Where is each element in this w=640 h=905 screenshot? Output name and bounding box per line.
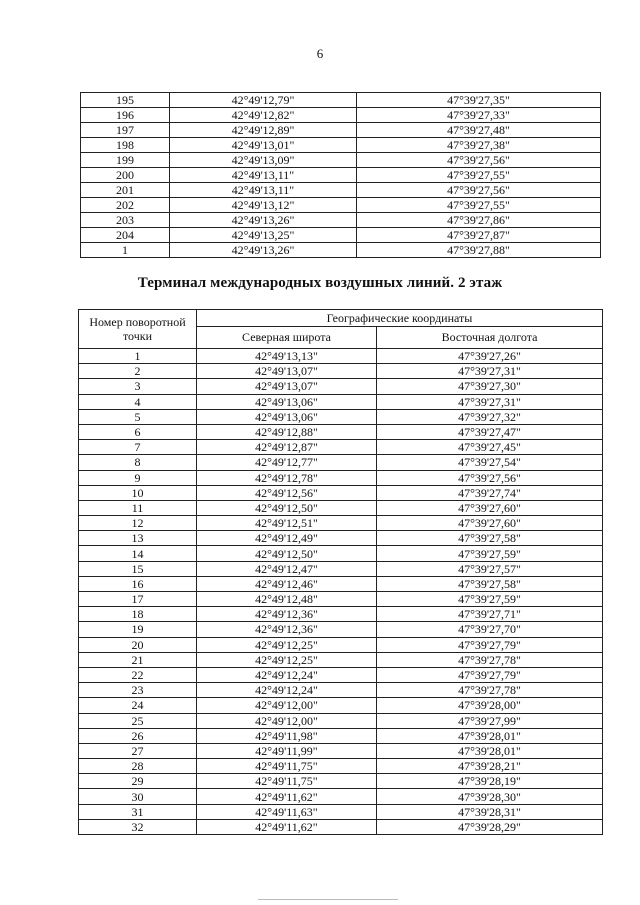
header-north-latitude: Северная широта [197, 326, 377, 348]
table-row [79, 424, 603, 439]
longitude-cell: 47°39'27,59" [377, 592, 603, 607]
point-number-cell: 195 [81, 93, 170, 108]
section-heading: Терминал международных воздушных линий. 2 этаж [137, 275, 503, 291]
latitude-cell: 42°49'12,25" [197, 637, 377, 652]
latitude-cell: 42°49'13,01" [170, 138, 357, 153]
longitude-cell: 47°39'28,01" [377, 728, 603, 743]
point-number-cell: 2 [79, 364, 197, 379]
point-number-cell: 22 [79, 667, 197, 682]
point-number-cell: 10 [79, 485, 197, 500]
longitude-cell: 47°39'27,88" [357, 243, 601, 258]
latitude-cell: 42°49'12,46" [197, 576, 377, 591]
latitude-cell: 42°49'12,36" [197, 607, 377, 622]
point-number-cell: 31 [79, 804, 197, 819]
longitude-cell: 47°39'27,78" [377, 683, 603, 698]
table-row [79, 728, 603, 743]
longitude-cell: 47°39'27,55" [357, 168, 601, 183]
table-row [79, 713, 603, 728]
point-number-cell: 29 [79, 774, 197, 789]
table-row [79, 804, 603, 819]
table-row [79, 561, 603, 576]
latitude-cell: 42°49'12,89" [170, 123, 357, 138]
point-number-cell: 25 [79, 713, 197, 728]
latitude-cell: 42°49'11,62" [197, 819, 377, 834]
latitude-cell: 42°49'13,11" [170, 183, 357, 198]
latitude-cell: 42°49'12,79" [170, 93, 357, 108]
table-row [79, 683, 603, 698]
point-number-cell: 197 [81, 123, 170, 138]
latitude-cell: 42°49'12,87" [197, 440, 377, 455]
point-number-cell: 24 [79, 698, 197, 713]
latitude-cell: 42°49'12,48" [197, 592, 377, 607]
table-row [79, 364, 603, 379]
point-number-cell: 30 [79, 789, 197, 804]
latitude-cell: 42°49'12,56" [197, 485, 377, 500]
latitude-cell: 42°49'12,00" [197, 713, 377, 728]
latitude-cell: 42°49'13,06" [197, 409, 377, 424]
latitude-cell: 42°49'12,36" [197, 622, 377, 637]
longitude-cell: 47°39'27,99" [377, 713, 603, 728]
table-row [79, 667, 603, 682]
latitude-cell: 42°49'11,62" [197, 789, 377, 804]
latitude-cell: 42°49'11,99" [197, 743, 377, 758]
latitude-cell: 42°49'12,24" [197, 683, 377, 698]
latitude-cell: 42°49'11,75" [197, 774, 377, 789]
point-number-cell: 204 [81, 228, 170, 243]
latitude-cell: 42°49'13,25" [170, 228, 357, 243]
longitude-cell: 47°39'27,79" [377, 637, 603, 652]
longitude-cell: 47°39'27,48" [357, 123, 601, 138]
latitude-cell: 42°49'13,07" [197, 364, 377, 379]
point-number-cell: 20 [79, 637, 197, 652]
latitude-cell: 42°49'11,63" [197, 804, 377, 819]
longitude-cell: 47°39'27,87" [357, 228, 601, 243]
longitude-cell: 47°39'27,56" [357, 153, 601, 168]
longitude-cell: 47°39'27,58" [377, 531, 603, 546]
point-number-cell: 14 [79, 546, 197, 561]
longitude-cell: 47°39'27,86" [357, 213, 601, 228]
table-row [81, 168, 601, 183]
longitude-cell: 47°39'27,78" [377, 652, 603, 667]
header-point-number: Номер поворотной точки [79, 310, 197, 349]
table-row [79, 500, 603, 515]
table-row [81, 108, 601, 123]
longitude-cell: 47°39'28,19" [377, 774, 603, 789]
scan-artifact-line [258, 899, 398, 900]
latitude-cell: 42°49'12,24" [197, 667, 377, 682]
longitude-cell: 47°39'27,47" [377, 424, 603, 439]
longitude-cell: 47°39'28,30" [377, 789, 603, 804]
longitude-cell: 47°39'27,45" [377, 440, 603, 455]
table-row [79, 774, 603, 789]
table-row [79, 622, 603, 637]
point-number-cell: 12 [79, 516, 197, 531]
table-row [79, 592, 603, 607]
table-row [79, 349, 603, 364]
latitude-cell: 42°49'12,78" [197, 470, 377, 485]
latitude-cell: 42°49'13,09" [170, 153, 357, 168]
point-number-cell: 196 [81, 108, 170, 123]
longitude-cell: 47°39'27,60" [377, 516, 603, 531]
latitude-cell: 42°49'12,25" [197, 652, 377, 667]
table-row [79, 607, 603, 622]
point-number-cell: 202 [81, 198, 170, 213]
coordinates-table-body [79, 349, 603, 835]
point-number-cell: 17 [79, 592, 197, 607]
point-number-cell: 7 [79, 440, 197, 455]
latitude-cell: 42°49'12,00" [197, 698, 377, 713]
table-row [79, 789, 603, 804]
table-row [81, 123, 601, 138]
longitude-cell: 47°39'27,59" [377, 546, 603, 561]
point-number-cell: 27 [79, 743, 197, 758]
latitude-cell: 42°49'12,88" [197, 424, 377, 439]
latitude-cell: 42°49'12,49" [197, 531, 377, 546]
latitude-cell: 42°49'13,07" [197, 379, 377, 394]
latitude-cell: 42°49'13,13" [197, 349, 377, 364]
latitude-cell: 42°49'12,77" [197, 455, 377, 470]
latitude-cell: 42°49'13,06" [197, 394, 377, 409]
longitude-cell: 47°39'27,54" [377, 455, 603, 470]
header-geo-coordinates: Географические координаты [197, 310, 603, 327]
point-number-cell: 9 [79, 470, 197, 485]
coordinates-table-continued [80, 92, 601, 258]
longitude-cell: 47°39'27,31" [377, 394, 603, 409]
table-row [79, 394, 603, 409]
longitude-cell: 47°39'27,31" [377, 364, 603, 379]
longitude-cell: 47°39'27,33" [357, 108, 601, 123]
table-row [79, 546, 603, 561]
point-number-cell: 6 [79, 424, 197, 439]
table-row [79, 576, 603, 591]
latitude-cell: 42°49'13,26" [170, 243, 357, 258]
table-row [81, 213, 601, 228]
table-row [79, 379, 603, 394]
table-row [81, 228, 601, 243]
table-header [79, 310, 603, 349]
coordinates-table-terminal-floor-2 [78, 309, 603, 835]
latitude-cell: 42°49'11,98" [197, 728, 377, 743]
longitude-cell: 47°39'27,55" [357, 198, 601, 213]
table-row [81, 243, 601, 258]
latitude-cell: 42°49'13,12" [170, 198, 357, 213]
longitude-cell: 47°39'27,60" [377, 500, 603, 515]
point-number-cell: 11 [79, 500, 197, 515]
longitude-cell: 47°39'27,38" [357, 138, 601, 153]
table-row [81, 183, 601, 198]
point-number-cell: 199 [81, 153, 170, 168]
longitude-cell: 47°39'27,56" [357, 183, 601, 198]
point-number-cell: 5 [79, 409, 197, 424]
table-row [79, 637, 603, 652]
latitude-cell: 42°49'12,47" [197, 561, 377, 576]
point-number-cell: 13 [79, 531, 197, 546]
point-number-cell: 201 [81, 183, 170, 198]
point-number-cell: 15 [79, 561, 197, 576]
point-number-cell: 203 [81, 213, 170, 228]
table-row [81, 198, 601, 213]
header-east-longitude: Восточная долгота [377, 326, 603, 348]
longitude-cell: 47°39'27,79" [377, 667, 603, 682]
table-row [79, 516, 603, 531]
table-row [81, 153, 601, 168]
page-number: 6 [316, 46, 324, 61]
table-row [81, 138, 601, 153]
point-number-cell: 19 [79, 622, 197, 637]
table-row [79, 440, 603, 455]
point-number-cell: 200 [81, 168, 170, 183]
latitude-cell: 42°49'12,50" [197, 546, 377, 561]
longitude-cell: 47°39'28,21" [377, 759, 603, 774]
point-number-cell: 8 [79, 455, 197, 470]
point-number-cell: 18 [79, 607, 197, 622]
latitude-cell: 42°49'11,75" [197, 759, 377, 774]
table-row [79, 743, 603, 758]
longitude-cell: 47°39'28,01" [377, 743, 603, 758]
point-number-cell: 1 [81, 243, 170, 258]
longitude-cell: 47°39'28,31" [377, 804, 603, 819]
longitude-cell: 47°39'27,70" [377, 622, 603, 637]
table-row [79, 819, 603, 834]
point-number-cell: 32 [79, 819, 197, 834]
longitude-cell: 47°39'27,71" [377, 607, 603, 622]
table-row [79, 652, 603, 667]
coordinates-table-continued-body [81, 93, 601, 258]
table-row [79, 531, 603, 546]
table-row [79, 698, 603, 713]
latitude-cell: 42°49'13,26" [170, 213, 357, 228]
latitude-cell: 42°49'12,51" [197, 516, 377, 531]
table-row [79, 470, 603, 485]
table-row [79, 485, 603, 500]
longitude-cell: 47°39'27,74" [377, 485, 603, 500]
longitude-cell: 47°39'27,35" [357, 93, 601, 108]
point-number-cell: 23 [79, 683, 197, 698]
longitude-cell: 47°39'27,57" [377, 561, 603, 576]
table-row [79, 759, 603, 774]
point-number-cell: 26 [79, 728, 197, 743]
table-row [81, 93, 601, 108]
longitude-cell: 47°39'27,26" [377, 349, 603, 364]
longitude-cell: 47°39'27,32" [377, 409, 603, 424]
table-row [79, 409, 603, 424]
longitude-cell: 47°39'28,29" [377, 819, 603, 834]
point-number-cell: 16 [79, 576, 197, 591]
longitude-cell: 47°39'28,00" [377, 698, 603, 713]
point-number-cell: 4 [79, 394, 197, 409]
point-number-cell: 21 [79, 652, 197, 667]
point-number-cell: 1 [79, 349, 197, 364]
point-number-cell: 3 [79, 379, 197, 394]
longitude-cell: 47°39'27,58" [377, 576, 603, 591]
latitude-cell: 42°49'12,82" [170, 108, 357, 123]
table-row [79, 455, 603, 470]
latitude-cell: 42°49'13,11" [170, 168, 357, 183]
longitude-cell: 47°39'27,56" [377, 470, 603, 485]
point-number-cell: 198 [81, 138, 170, 153]
latitude-cell: 42°49'12,50" [197, 500, 377, 515]
point-number-cell: 28 [79, 759, 197, 774]
longitude-cell: 47°39'27,30" [377, 379, 603, 394]
